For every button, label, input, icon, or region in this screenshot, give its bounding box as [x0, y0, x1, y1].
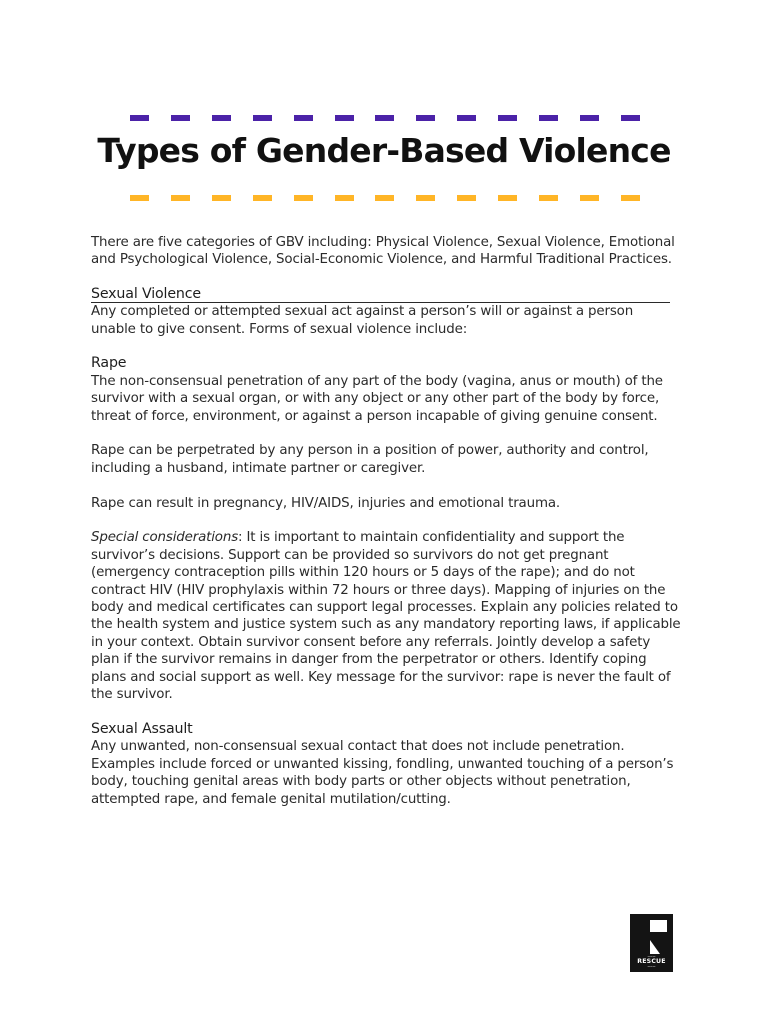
- dash: [253, 195, 272, 201]
- rape-perpetrators-paragraph: Rape can be perpetrated by any person in a position of power, authority and control, including a husband, intimate partner or caregiver.: [91, 443, 649, 476]
- dash: [130, 115, 149, 121]
- rape-results-paragraph: Rape can result in pregnancy, HIV/AIDS, injuries and emotional trauma.: [91, 495, 560, 511]
- dash: [457, 195, 476, 201]
- dash: [335, 195, 354, 201]
- page-title: Types of Gender-Based Violence: [97, 131, 671, 170]
- rape-definition: The non-consensual penetration of any part of the body (vagina, anus or mouth) of the survivor with a sexual organ, or with any object or any other part of the body by force, threat of force, environment, or against a person incapable of giving genuine consent.: [91, 373, 663, 424]
- dash: [171, 195, 190, 201]
- dash: [130, 195, 149, 201]
- dash: [294, 195, 313, 201]
- dash: [621, 195, 640, 201]
- dash: [294, 115, 313, 121]
- dash: [539, 195, 558, 201]
- dash: [498, 195, 517, 201]
- dash: [498, 115, 517, 121]
- dash: [457, 115, 476, 121]
- sexual-violence-definition: Any completed or attempted sexual act against a person’s will or against a person unable to give consent. Forms of sexual violence include:: [91, 304, 634, 337]
- dash: [212, 195, 231, 201]
- sexual-violence-heading: Sexual Violence: [91, 286, 670, 303]
- dash: [621, 115, 640, 121]
- sexual-assault-definition: Any unwanted, non-consensual sexual contact that does not include penetration. Examples include forced or unwanted kissing, fondling, unwanted touching of a person’s body, touching genital areas with body parts or other objects without penetration, attempted rape, and female genital mutilation/cutting.: [91, 739, 674, 807]
- dash: [171, 115, 190, 121]
- dash: [253, 115, 272, 121]
- rape-heading: Rape: [91, 355, 127, 372]
- dash: [416, 195, 435, 201]
- dash: [375, 195, 394, 201]
- special-considerations-text: : It is important to maintain confidentiality and support the survivor’s decisions. Support can be provided so survivors do not get pregnant (emergency contraception pills within 120 hours or 5 days of the rape); and do not contract HIV (HIV prophylaxis within 72 hours or three days). Mapping of injuries on the body and medical certificates can support legal processes. Explain any policies related to the health system and justice system such as any mandatory reporting laws, if applicable in your context. Obtain survivor consent before any referrals. Jointly develop a safety plan if the survivor remains in danger from the perpetrator or others. Identify coping plans and social support as well. Key message for the survivor: rape is never the fault of the survivor.: [91, 530, 681, 703]
- special-considerations-label: Special considerations: [91, 530, 239, 546]
- document-body: [91, 234, 681, 808]
- logo-wordmark: RESCUE: [637, 958, 666, 965]
- intro-paragraph: There are five categories of GBV including: Physical Violence, Sexual Violence, Emotional and Psychological Violence, Social-Economic Violence, and Harmful Traditional Practices.: [91, 235, 675, 268]
- dash: [580, 115, 599, 121]
- irc-logo: ——— RESCUE ———: [630, 914, 673, 972]
- irc-logo-icon: [630, 914, 673, 956]
- sexual-assault-heading: Sexual Assault: [91, 720, 193, 737]
- dash: [539, 115, 558, 121]
- dash: [375, 115, 394, 121]
- dash: [580, 195, 599, 201]
- dash: [416, 115, 435, 121]
- dash: [335, 115, 354, 121]
- special-considerations-paragraph: [91, 529, 681, 703]
- top-dash-divider: [130, 115, 640, 121]
- bottom-dash-divider: [130, 195, 640, 201]
- dash: [212, 115, 231, 121]
